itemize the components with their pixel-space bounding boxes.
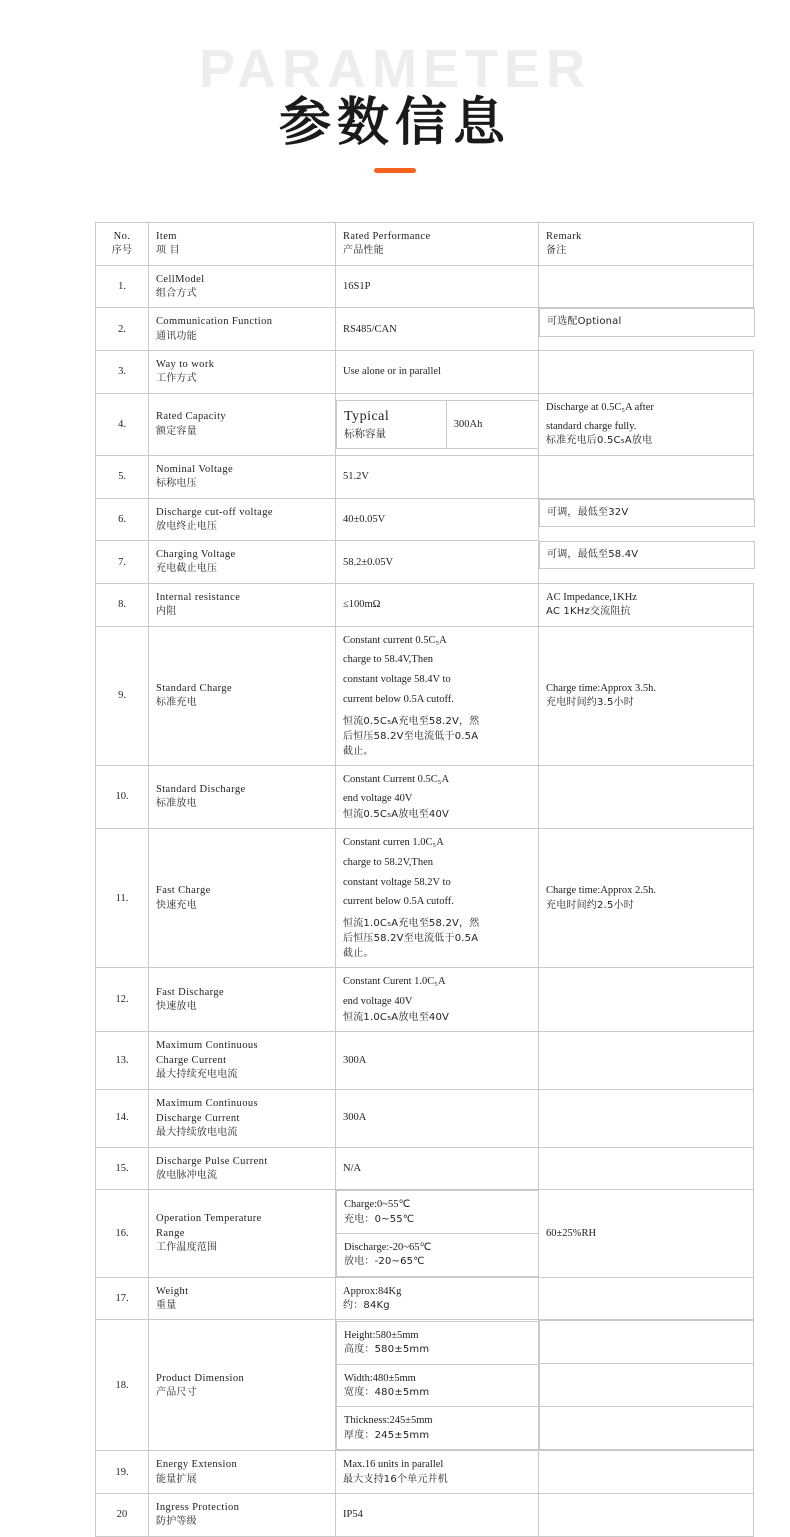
row-remark	[539, 583, 754, 626]
header-cell-performance	[336, 223, 539, 266]
row-item	[149, 583, 336, 626]
perf-line-cn: 宽度：480±5mm	[344, 1386, 430, 1398]
header-perf-en: Rated Performance	[343, 231, 431, 242]
table-row	[96, 1190, 754, 1277]
capacity-typical-en: Typical	[344, 408, 390, 424]
table-row	[96, 541, 754, 584]
row-item-en1: Operation Temperature	[156, 1213, 262, 1225]
header-remark-en: Remark	[546, 231, 582, 242]
perf-line: Thickness:245±5mm	[344, 1415, 433, 1427]
row-item-en2: Discharge Current	[156, 1112, 240, 1124]
row-item	[149, 765, 336, 829]
row-performance	[336, 626, 539, 765]
row-no: 2.	[96, 308, 149, 351]
row-item-en: Energy Extension	[156, 1459, 238, 1471]
row-performance	[336, 968, 539, 1032]
row-item-cn: 标称电压	[156, 478, 197, 490]
perf-line-cn: 截止。	[343, 745, 374, 757]
row-performance	[336, 1320, 539, 1451]
row-item	[149, 968, 336, 1032]
row-remark	[539, 1494, 754, 1537]
row-item-en2: Charge Current	[156, 1054, 227, 1066]
table-row	[96, 1147, 754, 1190]
row-no: 20	[96, 1494, 149, 1537]
perf-line: current below 0.5A cutoff.	[343, 896, 454, 908]
perf-line-cn: 放电：-20~65℃	[344, 1256, 425, 1268]
table-row	[96, 1277, 754, 1320]
row-item	[149, 308, 336, 351]
row-remark	[539, 1451, 754, 1494]
row-performance: 58.2±0.05V	[336, 541, 539, 584]
row-remark-cn: 充电时间约2.5小时	[546, 899, 634, 911]
row-no: 7.	[96, 541, 149, 584]
perf-line-cn: 后恒压58.2V至电流低于0.5A	[343, 933, 479, 945]
perf-line-cn: 恒流1.0C₅A充电至58.2V，然	[343, 918, 480, 930]
row-item-cn: 快速放电	[156, 1000, 197, 1012]
perf-line: Width:480±5mm	[344, 1372, 416, 1384]
row-item-cn: 充电截止电压	[156, 563, 218, 575]
row-item	[149, 455, 336, 498]
row-remark	[539, 1277, 754, 1320]
row-item-en: Product Dimension	[156, 1372, 245, 1384]
row-item-cn: 内阻	[156, 606, 177, 618]
table-row	[96, 265, 754, 308]
table-row	[96, 351, 754, 394]
header-perf-cn: 产品性能	[343, 245, 384, 257]
row-remark-en: Charge time:Approx 3.5h.	[546, 682, 657, 694]
temp-charge-cell	[337, 1191, 539, 1234]
header-no-en: No.	[113, 231, 131, 242]
table-row	[96, 829, 754, 968]
capacity-split-table	[336, 400, 538, 450]
row-item-cn: 能量扩展	[156, 1473, 197, 1485]
row-item-cn: 工作温度范围	[156, 1242, 218, 1254]
perf-line-cn: 后恒压58.2V至电流低于0.5A	[343, 730, 479, 742]
table-row	[96, 626, 754, 765]
row-item-en2: Range	[156, 1228, 185, 1240]
row-item	[149, 1089, 336, 1147]
row-remark	[539, 829, 754, 968]
row-item	[149, 1190, 336, 1277]
row-remark	[539, 1089, 754, 1147]
perf-line-cn: 恒流0.5C₅A充电至58.2V，然	[343, 715, 480, 727]
row-remark	[539, 1147, 754, 1190]
row-item-cn: 防护等级	[156, 1516, 197, 1528]
row-item	[149, 393, 336, 455]
row-remark: 可调，最低至58.4V	[539, 541, 755, 570]
row-remark	[539, 968, 754, 1032]
table-row	[96, 765, 754, 829]
dimension-remark-1	[540, 1321, 754, 1364]
perf-line-cn: 恒流1.0C₅A放电至40V	[343, 1011, 450, 1023]
perf-line: Approx:84Kg	[343, 1285, 402, 1297]
row-item-cn: 通讯功能	[156, 330, 197, 342]
row-no: 16.	[96, 1190, 149, 1277]
table-header-row	[96, 223, 754, 266]
dimension-remark-split	[539, 1320, 753, 1450]
row-remark-en2: standard charge fully.	[546, 421, 637, 433]
row-no: 10.	[96, 765, 149, 829]
parameter-table	[95, 222, 754, 1537]
row-item	[149, 1277, 336, 1320]
row-item-en: Nominal Voltage	[156, 463, 234, 475]
row-remark: 可调，最低至32V	[539, 499, 755, 528]
perf-line: constant voltage 58.2V to	[343, 876, 451, 888]
row-remark-cn: AC 1KHz交流阻抗	[546, 606, 631, 618]
header-cell-item	[149, 223, 336, 266]
temp-discharge-cell	[337, 1234, 539, 1277]
perf-line: Discharge:-20~65℃	[344, 1242, 432, 1253]
row-item-cn: 工作方式	[156, 373, 197, 385]
perf-line-cn: 最大支持16个单元并机	[343, 1473, 448, 1485]
row-no: 1.	[96, 265, 149, 308]
row-performance	[336, 1277, 539, 1320]
row-performance: Use alone or in parallel	[336, 351, 539, 394]
dimension-split-table	[336, 1321, 538, 1450]
row-no: 4.	[96, 393, 149, 455]
perf-line-cn: 高度：580±5mm	[344, 1344, 430, 1356]
row-item-en: Fast Discharge	[156, 986, 225, 998]
row-remark-cn: 标准充电后0.5C₅A放电	[546, 435, 653, 447]
perf-line-cn: 厚度：245±5mm	[344, 1429, 430, 1441]
row-item-en: Fast Charge	[156, 885, 211, 897]
row-remark-en: AC Impedance,1KHz	[546, 591, 637, 603]
row-item-cn: 放电脉冲电流	[156, 1169, 218, 1181]
row-no: 13.	[96, 1031, 149, 1089]
row-performance: 300A	[336, 1089, 539, 1147]
temperature-split-table	[336, 1190, 538, 1276]
row-item-en: Standard Discharge	[156, 784, 246, 796]
row-item	[149, 626, 336, 765]
row-remark-cn: 充电时间约3.5小时	[546, 697, 634, 709]
table-row	[96, 968, 754, 1032]
perf-line: current below 0.5A cutoff.	[343, 693, 454, 705]
table-row	[96, 1494, 754, 1537]
perf-line: Height:580±5mm	[344, 1329, 419, 1341]
header-cell-remark	[539, 223, 754, 266]
table-row	[96, 308, 754, 351]
row-no: 19.	[96, 1451, 149, 1494]
row-item-cn: 额定容量	[156, 425, 197, 437]
row-remark	[539, 626, 754, 765]
table-row	[96, 393, 754, 455]
row-item-cn: 组合方式	[156, 287, 197, 299]
perf-line: end voltage 40V	[343, 995, 413, 1007]
row-item-en: Discharge Pulse Current	[156, 1155, 268, 1167]
row-item	[149, 1320, 336, 1451]
capacity-typical-cell	[337, 400, 447, 449]
row-item	[149, 541, 336, 584]
row-no: 12.	[96, 968, 149, 1032]
header-remark-cn: 备注	[546, 245, 567, 257]
row-item-cn: 重量	[156, 1299, 177, 1311]
perf-line: charge to 58.4V,Then	[343, 654, 434, 666]
perf-line-cn: 充电：0~55℃	[344, 1213, 415, 1225]
dimension-width-cell	[337, 1364, 539, 1407]
perf-line: Constant current 0.5C₅A	[343, 634, 447, 646]
row-no: 8.	[96, 583, 149, 626]
row-remark	[539, 393, 754, 455]
row-item	[149, 351, 336, 394]
row-item-en: Weight	[156, 1285, 189, 1297]
capacity-typical-cn: 标称容量	[344, 427, 386, 440]
row-performance: 51.2V	[336, 455, 539, 498]
perf-line: charge to 58.2V,Then	[343, 856, 434, 868]
row-no: 6.	[96, 498, 149, 541]
table-row	[96, 1031, 754, 1089]
row-performance: N/A	[336, 1147, 539, 1190]
row-item-cn: 最大持续充电电流	[156, 1069, 238, 1081]
row-item	[149, 1451, 336, 1494]
row-remark	[539, 1031, 754, 1089]
header-cell-no	[96, 223, 149, 266]
perf-line-cn: 截止。	[343, 948, 374, 960]
table-row	[96, 455, 754, 498]
perf-line: Max.16 units in parallel	[343, 1459, 444, 1471]
row-no: 9.	[96, 626, 149, 765]
table-row	[96, 583, 754, 626]
row-item-en: Rated Capacity	[156, 411, 227, 423]
row-item	[149, 829, 336, 968]
row-item	[149, 1494, 336, 1537]
row-remark: 可选配Optional	[539, 308, 755, 337]
row-performance	[336, 829, 539, 968]
perf-line: constant voltage 58.4V to	[343, 674, 451, 686]
row-remark	[539, 351, 754, 394]
perf-line: Constant curren 1.0C₅A	[343, 837, 444, 849]
row-no: 18.	[96, 1320, 149, 1451]
row-item-en: Charging Voltage	[156, 549, 236, 561]
dimension-thickness-cell	[337, 1407, 539, 1450]
row-no: 17.	[96, 1277, 149, 1320]
row-item-cn: 标准充电	[156, 697, 197, 709]
row-performance	[336, 393, 539, 455]
row-performance: 300A	[336, 1031, 539, 1089]
row-item-cn: 最大持续放电电流	[156, 1127, 238, 1139]
perf-line: Constant Curent 1.0C₅A	[343, 976, 446, 988]
parameter-table-container	[95, 222, 695, 1537]
row-performance: RS485/CAN	[336, 308, 539, 351]
row-item-en1: Maximum Continuous	[156, 1039, 258, 1051]
row-remark-en1: Discharge at 0.5C₅A after	[546, 401, 654, 413]
dimension-remark-2	[540, 1364, 754, 1407]
row-item-en: Internal resistance	[156, 591, 241, 603]
row-item	[149, 498, 336, 541]
row-item-cn: 产品尺寸	[156, 1386, 197, 1398]
dimension-remark-3	[540, 1407, 754, 1450]
row-remark-en: Charge time:Approx 2.5h.	[546, 885, 657, 897]
row-item-en: Communication Function	[156, 316, 273, 328]
perf-line: Constant Current 0.5C₅A	[343, 773, 450, 785]
row-item-en: CellModel	[156, 273, 205, 285]
row-item	[149, 1031, 336, 1089]
row-item-en: Ingress Protection	[156, 1502, 240, 1514]
row-performance	[336, 1190, 539, 1277]
row-remark	[539, 455, 754, 498]
perf-line-cn: 约：84Kg	[343, 1299, 390, 1311]
table-row	[96, 1320, 754, 1451]
row-performance	[336, 1451, 539, 1494]
page-header	[0, 0, 790, 200]
header-item-en: Item	[156, 231, 177, 242]
row-item-en: Way to work	[156, 359, 215, 371]
header-no-cn: 序号	[111, 245, 133, 257]
capacity-value-cell: 300Ah	[446, 400, 538, 449]
perf-line: end voltage 40V	[343, 793, 413, 805]
accent-divider	[374, 168, 416, 173]
header-item-cn: 项 目	[156, 245, 180, 257]
row-no: 11.	[96, 829, 149, 968]
row-item	[149, 265, 336, 308]
row-performance: 16S1P	[336, 265, 539, 308]
row-remark	[539, 265, 754, 308]
row-no: 14.	[96, 1089, 149, 1147]
row-remark: 60±25%RH	[539, 1190, 754, 1277]
row-item-en: Standard Charge	[156, 682, 233, 694]
row-performance: IP54	[336, 1494, 539, 1537]
row-item-cn: 快速充电	[156, 899, 197, 911]
row-item-en: Discharge cut-off voltage	[156, 506, 273, 518]
row-performance: 40±0.05V	[336, 498, 539, 541]
row-item	[149, 1147, 336, 1190]
row-no: 3.	[96, 351, 149, 394]
watermark-title: PARAMETER	[198, 39, 591, 99]
dimension-height-cell	[337, 1321, 539, 1364]
row-performance: ≤100mΩ	[336, 583, 539, 626]
row-item-en1: Maximum Continuous	[156, 1097, 258, 1109]
row-remark	[539, 1320, 754, 1451]
row-item-cn: 标准放电	[156, 798, 197, 810]
table-row	[96, 498, 754, 541]
row-no: 15.	[96, 1147, 149, 1190]
row-remark	[539, 765, 754, 829]
row-item-cn: 放电终止电压	[156, 520, 218, 532]
row-performance	[336, 765, 539, 829]
page-title: 参数信息	[278, 94, 511, 152]
table-row	[96, 1451, 754, 1494]
table-row	[96, 1089, 754, 1147]
perf-line-cn: 恒流0.5C₅A放电至40V	[343, 809, 450, 821]
row-no: 5.	[96, 455, 149, 498]
perf-line: Charge:0~55℃	[344, 1199, 411, 1211]
